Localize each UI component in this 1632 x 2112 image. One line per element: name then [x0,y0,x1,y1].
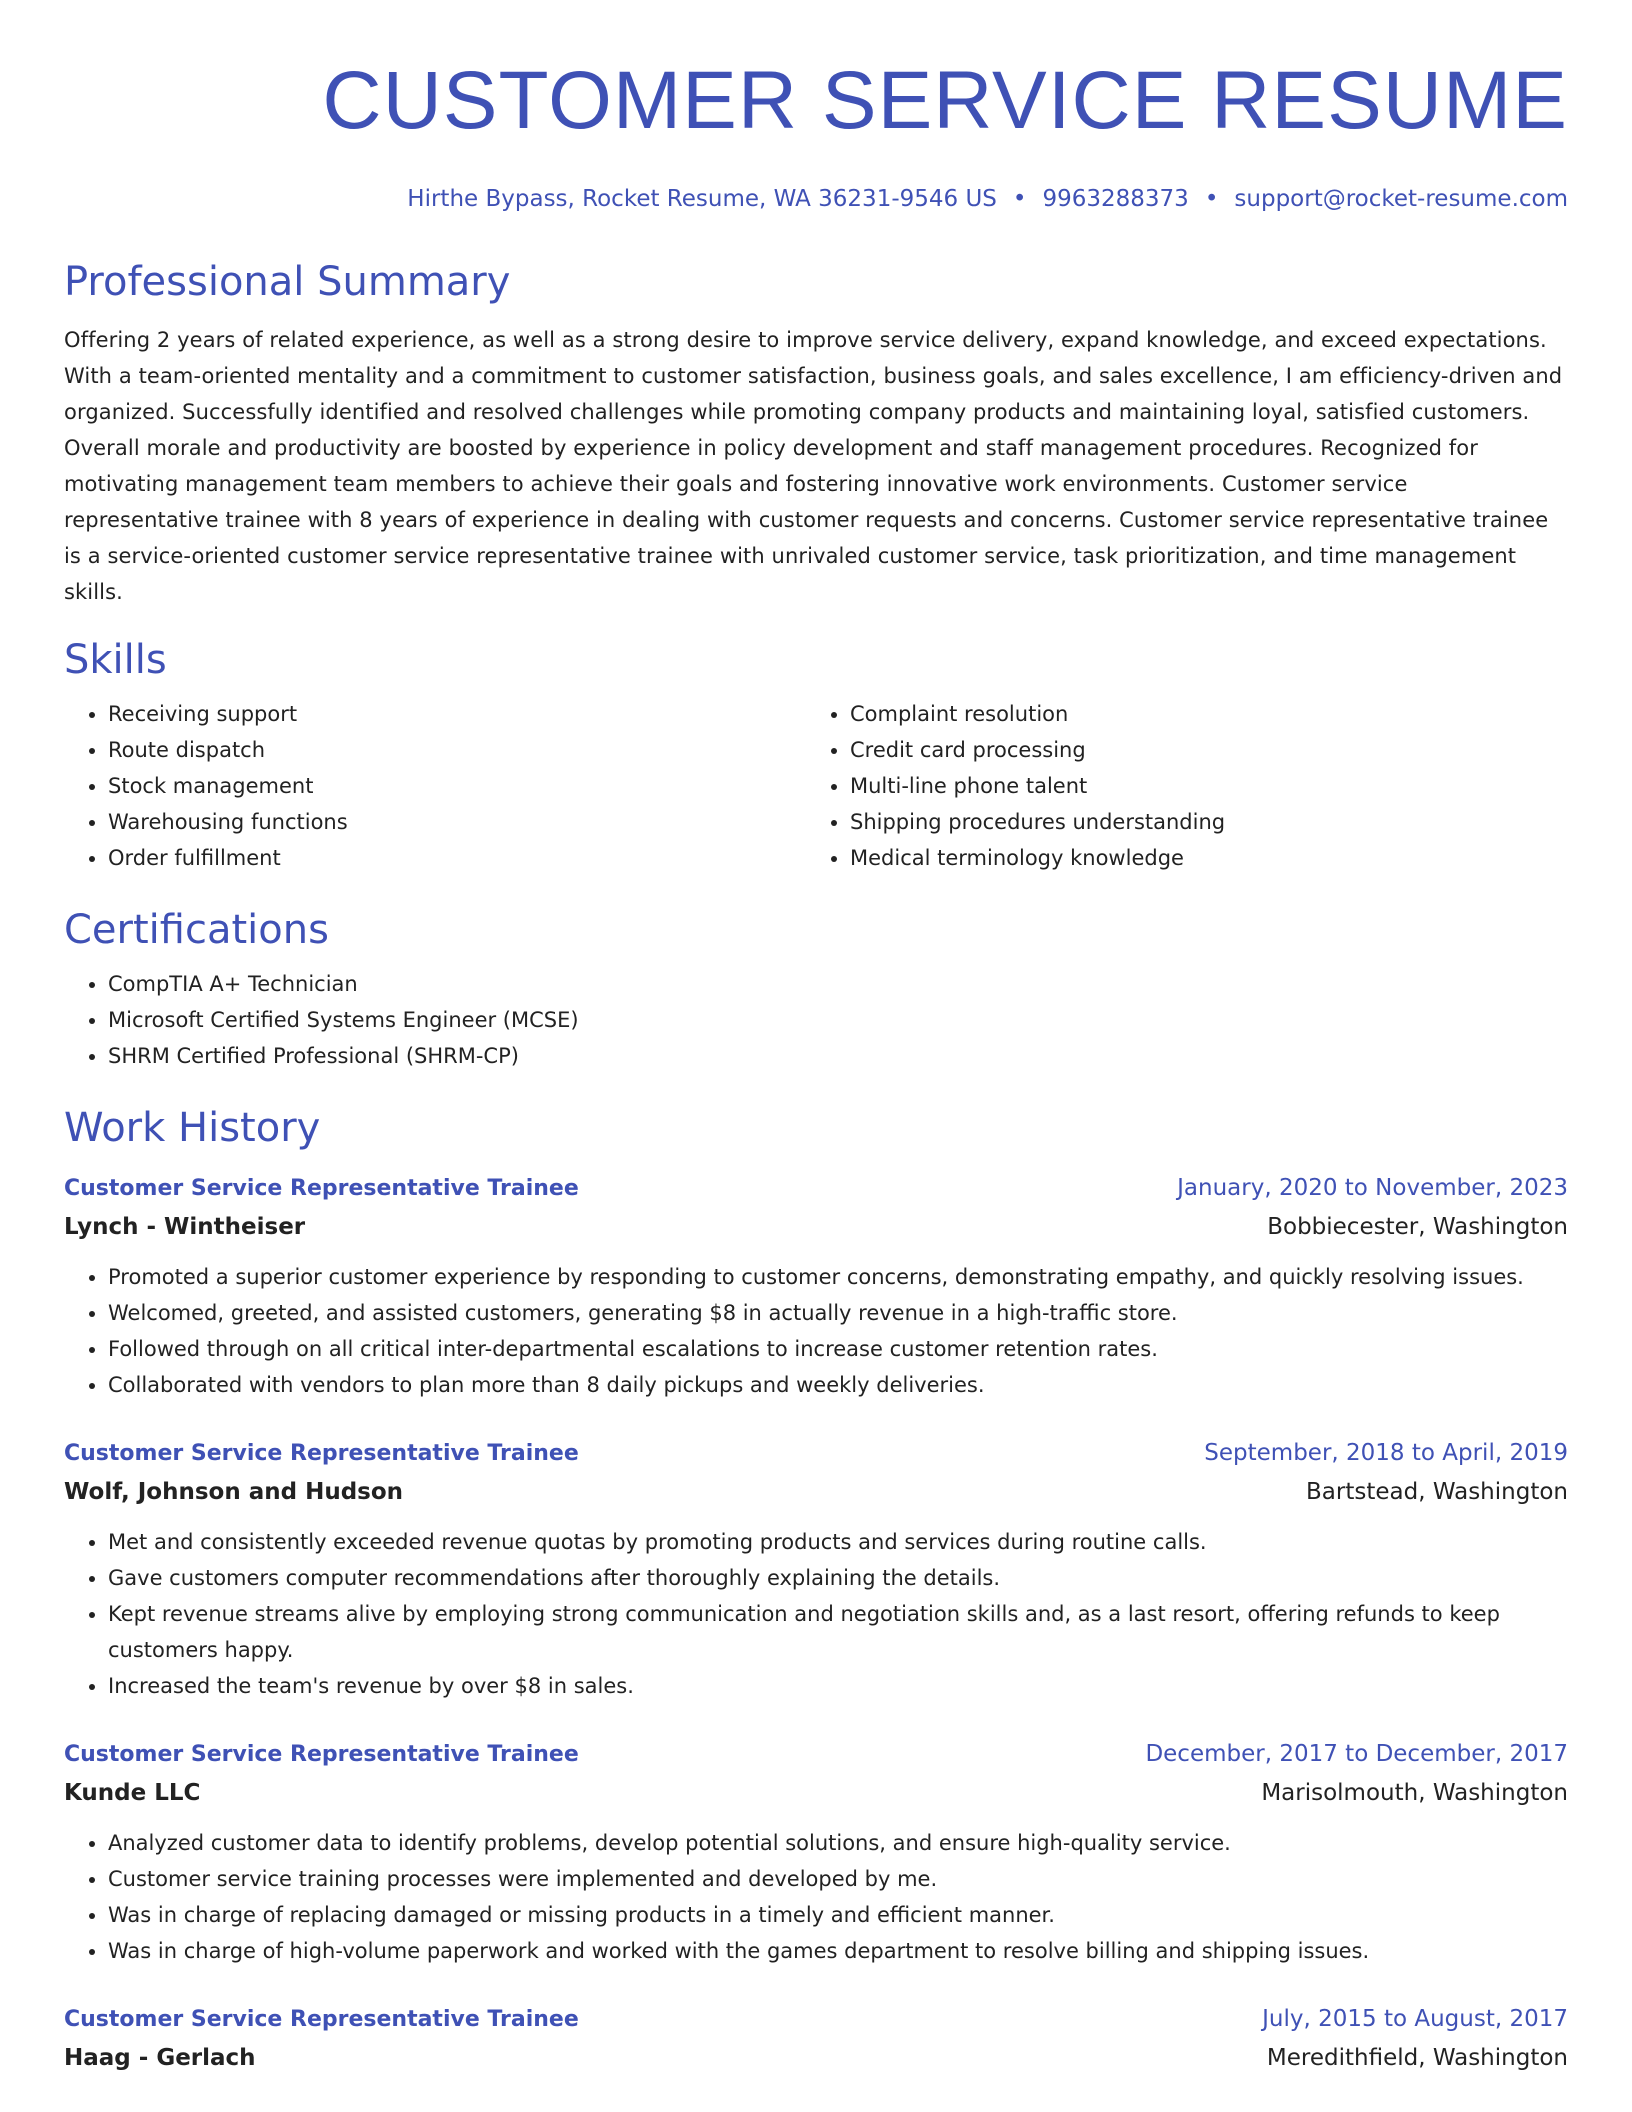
job-entry [64,1435,1568,1704]
job-entry [64,2001,1568,2078]
skill-item: • Stock management [108,768,806,804]
skill-item: • Warehousing functions [108,804,806,840]
contact-address: Hirthe Bypass, Rocket Resume, WA 36231-9546 US [407,186,997,212]
job-bullet: • Analyzed customer data to identify problems, develop potential solutions, and ensure high-quality service. [108,1825,1568,1861]
skill-item: • Receiving support [108,696,806,732]
work-history-heading: Work History [64,1105,321,1151]
skills-column-left [64,696,806,876]
job-title: Customer Service Representative Trainee [64,1441,579,1466]
job-bullets [64,1524,1568,1704]
job-company: Haag - Gerlach [64,2045,256,2071]
skill-item: • Shipping procedures understanding [850,804,1548,840]
skills-list [64,696,1568,876]
job-company-row [64,1207,1568,1247]
skill-item: • Medical terminology knowledge [850,840,1548,876]
summary-text: Offering 2 years of related experience, as well as a strong desire to improve service delivery, expand knowledge, and exceed expectations. With a team-oriented mentality and a commitment to customer satisfaction, business goals, and sales excellence, I am efficiency-driven and organized. Successfully identified and resolved challenges while promoting company products and maintaining loyal, satisfied customers. Overall morale and productivity are boosted by experience in policy development and staff management procedures. Recognized for motivating management team members to achieve their goals and fostering innovative work environments. Customer service representative trainee with 8 years of experience in dealing with customer requests and concerns. Customer service representative trainee is a service-oriented customer service representative trainee with unrivaled customer service, task prioritization, and time management skills. [64,328,1563,604]
certifications-heading: Certifications [64,907,329,953]
certification-item: • SHRM Certified Professional (SHRM-CP) [108,1038,1568,1074]
job-header-row [64,2001,1568,2038]
job-bullet: • Customer service training processes were implemented and developed by me. [108,1861,1568,1897]
job-location: Marisolmouth, Washington [1261,1780,1568,1806]
job-bullet: • Was in charge of high-volume paperwork and worked with the games department to resolve billing and shipping issues. [108,1933,1568,1969]
job-header-row [64,1736,1568,1773]
skill-item: • Multi-line phone talent [850,768,1548,804]
job-bullet: • Was in charge of replacing damaged or missing products in a timely and efficient manner. [108,1897,1568,1933]
contact-separator: • [1012,186,1027,212]
certifications-list [64,966,1568,1074]
job-location: Meredithfield, Washington [1266,2045,1568,2071]
resume-page [64,0,1568,2078]
job-bullet: • Promoted a superior customer experience by responding to customer concerns, demonstrating empathy, and quickly resolving issues. [108,1259,1568,1295]
job-company-row [64,2038,1568,2078]
certification-item: • Microsoft Certified Systems Engineer (MCSE) [108,1002,1568,1038]
skill-item: • Complaint resolution [850,696,1548,732]
job-dates: July, 2015 to August, 2017 [1262,2006,1568,2032]
job-title: Customer Service Representative Trainee [64,1176,579,1201]
job-title: Customer Service Representative Trainee [64,1742,579,1767]
job-bullet: • Increased the team's revenue by over $8 in sales. [108,1668,1568,1704]
skills-column-right [806,696,1548,876]
job-bullet: • Kept revenue streams alive by employing strong communication and negotiation skills and, as a last resort, offering refunds to keep customers happy. [108,1596,1568,1668]
skills-heading: Skills [64,637,167,683]
job-entry [64,1736,1568,1969]
job-title: Customer Service Representative Trainee [64,2007,579,2032]
resume-title: CUSTOMER SERVICE RESUME [322,55,1568,146]
contact-phone[interactable]: 9963288373 [1042,186,1189,212]
job-dates: January, 2020 to November, 2023 [1177,1175,1568,1201]
summary-heading: Professional Summary [64,259,511,305]
job-dates: December, 2017 to December, 2017 [1145,1741,1568,1767]
certification-item: • CompTIA A+ Technician [108,966,1568,1002]
job-company-row [64,1773,1568,1813]
job-location: Bartstead, Washington [1306,1479,1568,1505]
job-bullet: • Collaborated with vendors to plan more than 8 daily pickups and weekly deliveries. [108,1367,1568,1403]
job-bullets [64,1825,1568,1969]
job-bullet: • Met and consistently exceeded revenue quotas by promoting products and services during routine calls. [108,1524,1568,1560]
job-dates: September, 2018 to April, 2019 [1204,1440,1568,1466]
job-company: Wolf, Johnson and Hudson [64,1479,404,1505]
job-location: Bobbiecester, Washington [1267,1214,1568,1240]
contact-separator: • [1204,186,1219,212]
job-bullet: • Gave customers computer recommendations after thoroughly explaining the details. [108,1560,1568,1596]
job-bullet: • Welcomed, greeted, and assisted customers, generating $8 in actually revenue in a high-traffic store. [108,1295,1568,1331]
job-company-row [64,1472,1568,1512]
skill-item: • Order fulfillment [108,840,806,876]
job-bullet: • Followed through on all critical inter-departmental escalations to increase customer retention rates. [108,1331,1568,1367]
job-company: Kunde LLC [64,1780,201,1806]
job-header-row [64,1170,1568,1207]
contact-line [64,184,1568,214]
job-company: Lynch - Wintheiser [64,1214,306,1240]
contact-email[interactable]: support@rocket-resume.com [1234,186,1568,212]
job-bullets [64,1259,1568,1403]
job-entry [64,1170,1568,1403]
job-header-row [64,1435,1568,1472]
skill-item: • Route dispatch [108,732,806,768]
skill-item: • Credit card processing [850,732,1548,768]
